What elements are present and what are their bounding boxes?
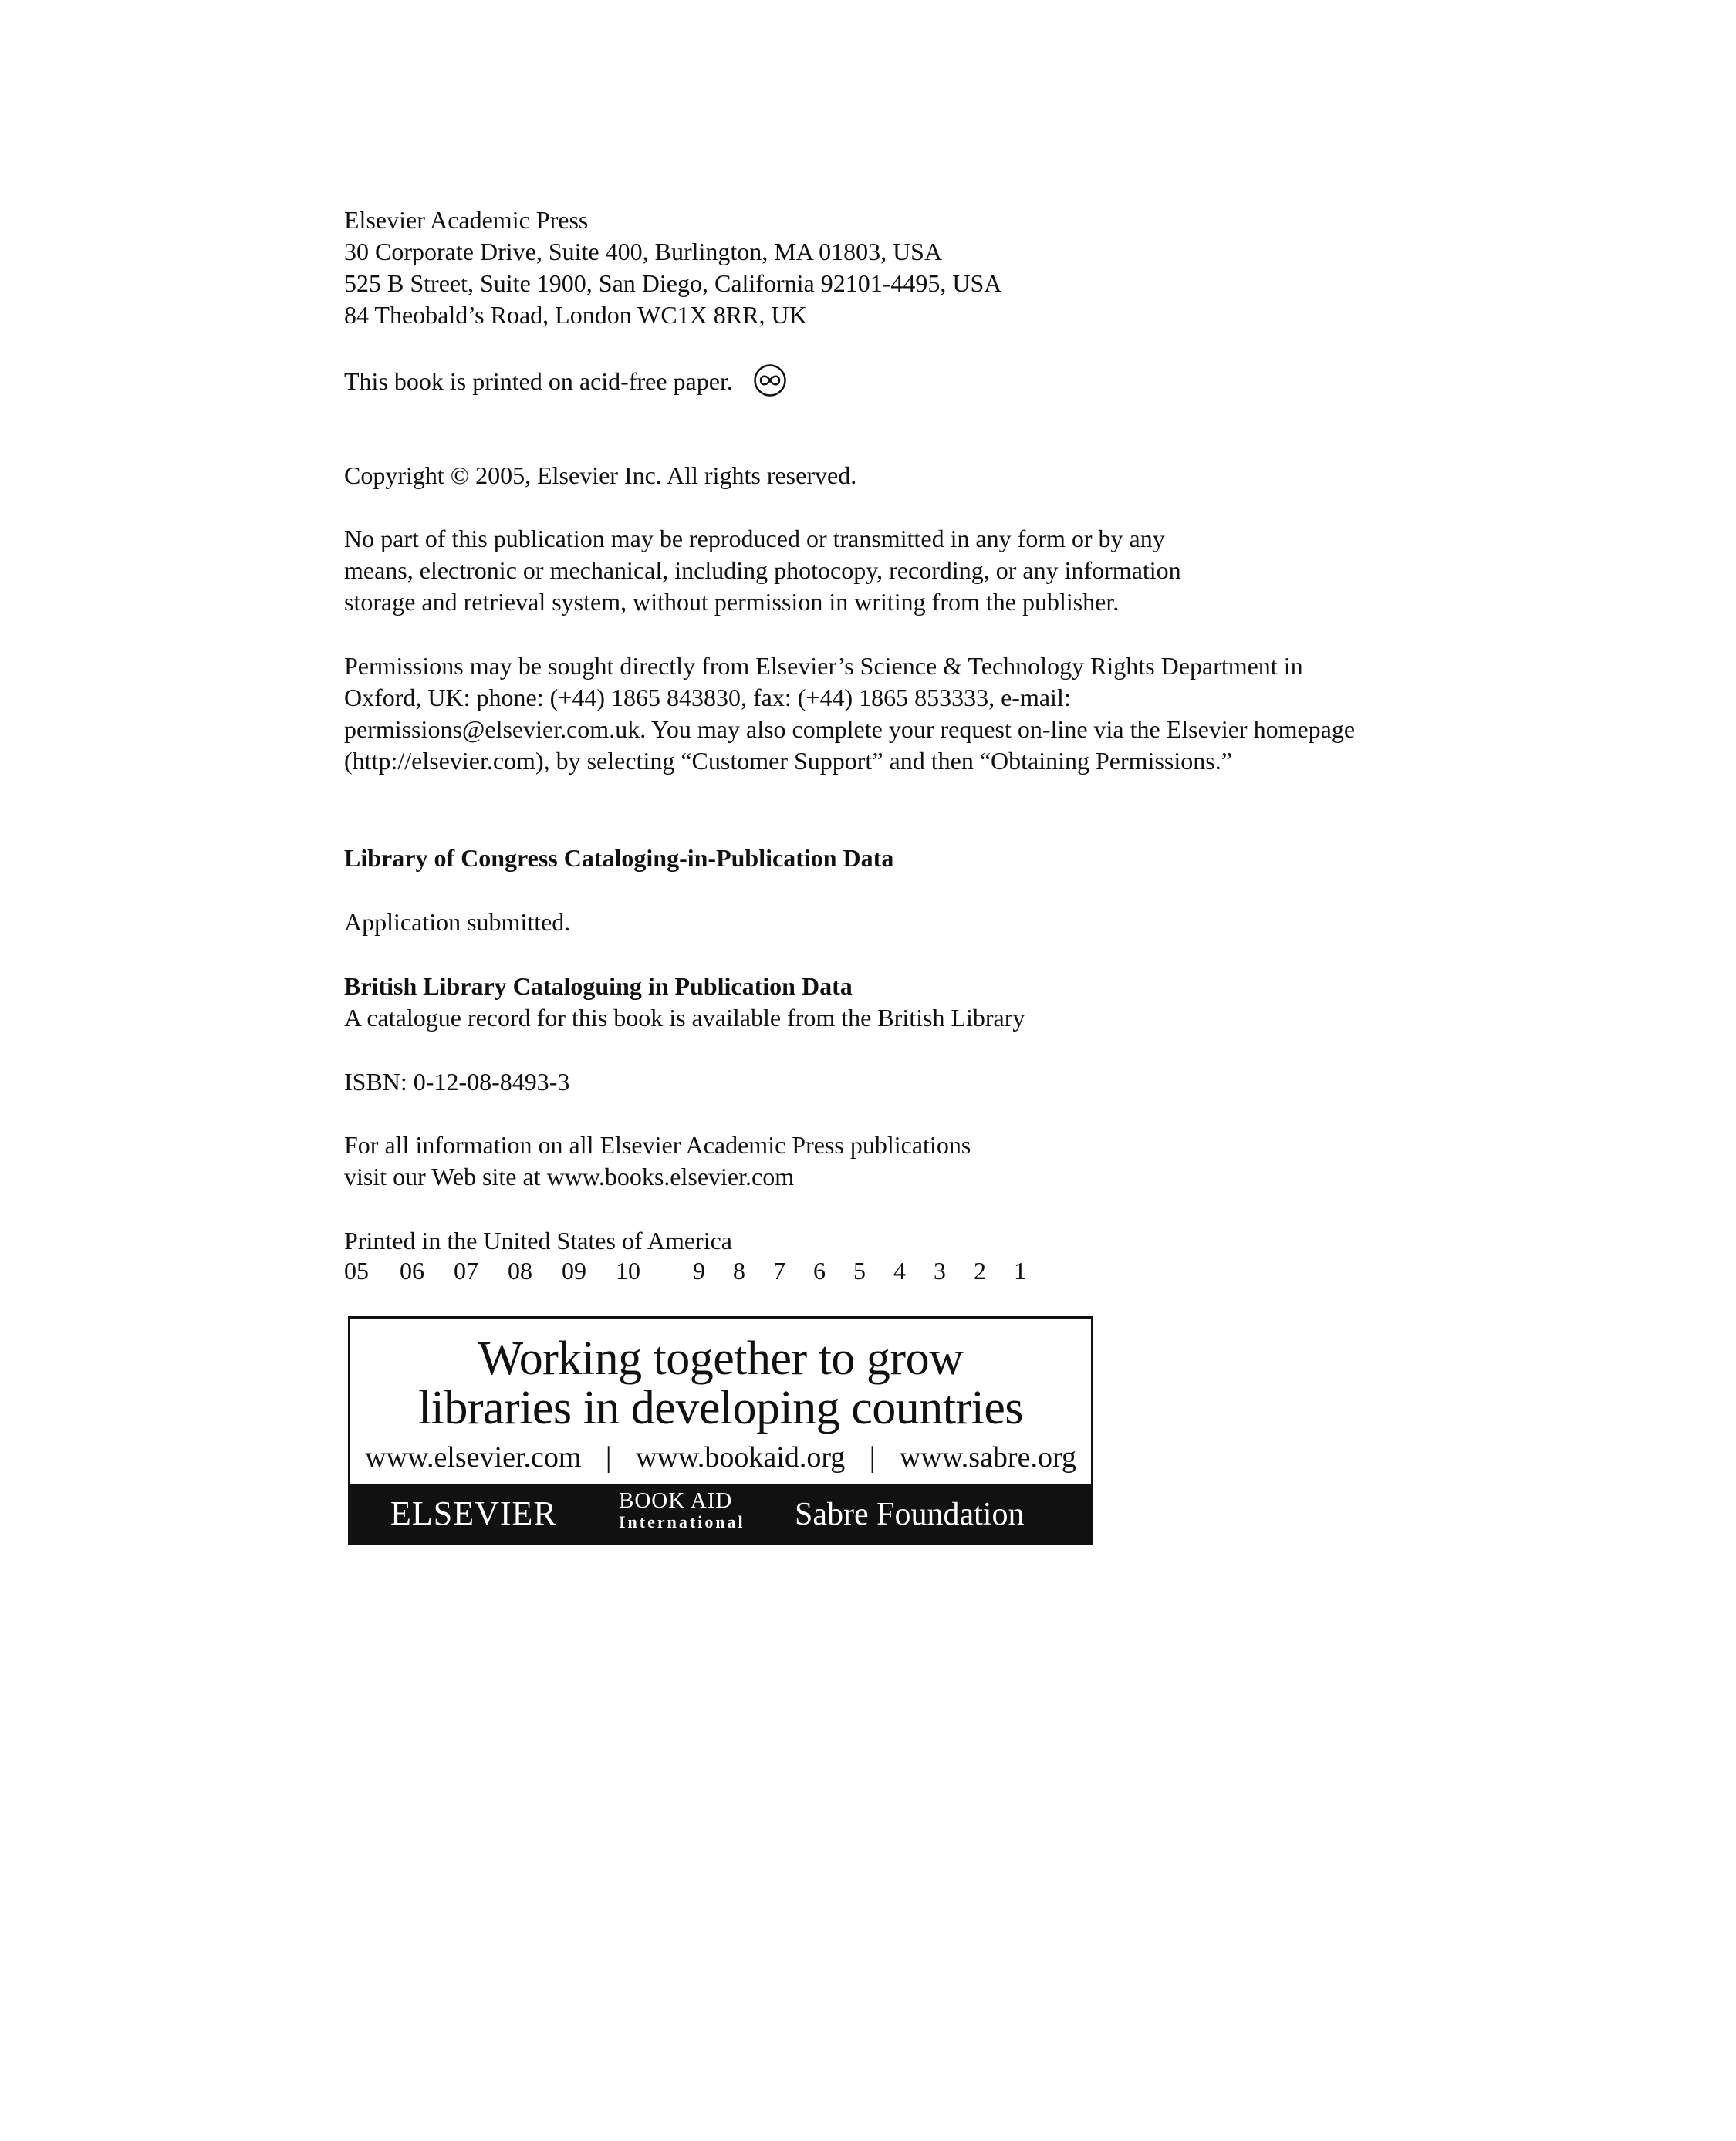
print-number: 3	[934, 1257, 946, 1285]
rights-line: means, electronic or mechanical, including photocopy, recording, or any information	[344, 556, 1181, 584]
printed-in: Printed in the United States of America	[344, 1227, 732, 1255]
print-year: 05	[344, 1257, 369, 1285]
publisher-address-line: 525 B Street, Suite 1900, San Diego, California 92101-4495, USA	[344, 269, 1002, 297]
bookaid-logo	[619, 1489, 745, 1532]
library-partnership-banner	[348, 1316, 1093, 1545]
print-number: 5	[853, 1257, 866, 1285]
info-line: For all information on all Elsevier Academic Press publications	[344, 1131, 971, 1159]
url-link[interactable]: www.sabre.org	[899, 1441, 1076, 1474]
print-number: 9	[693, 1257, 705, 1285]
permissions-line: Oxford, UK: phone: (+44) 1865 843830, fax: (+44) 1865 853333, e-mail:	[344, 684, 1071, 711]
publisher-address-line: 30 Corporate Drive, Suite 400, Burlington, MA 01803, USA	[344, 238, 943, 265]
infinity-circle-icon	[753, 363, 787, 397]
print-number: 2	[974, 1257, 986, 1285]
print-year: 07	[454, 1257, 478, 1285]
print-year: 08	[508, 1257, 532, 1285]
rights-line: storage and retrieval system, without permission in writing from the publisher.	[344, 588, 1120, 616]
print-number: 6	[813, 1257, 826, 1285]
print-number: 8	[733, 1257, 745, 1285]
sabre-foundation-logo: Sabre Foundation	[795, 1497, 1025, 1532]
acid-free-text: This book is printed on acid-free paper.	[344, 367, 733, 395]
print-year: 10	[616, 1257, 640, 1285]
bookaid-logo-bottom: International	[619, 1512, 745, 1531]
elsevier-logo: ELSEVIER	[390, 1494, 557, 1532]
permissions-line: (http://elsevier.com), by selecting “Customer Support” and then “Obtaining Permissions.”	[344, 747, 1232, 775]
rights-line: No part of this publication may be reproduced or transmitted in any form or by any	[344, 525, 1165, 552]
permissions-line: permissions@elsevier.com.uk. You may also complete your request on-line via the Elsevier homepage	[344, 715, 1356, 743]
banner-headline: Working together to grow	[478, 1332, 964, 1385]
british-library-heading: British Library Cataloguing in Publication Data	[344, 972, 853, 1000]
permissions-line: Permissions may be sought directly from Elsevier’s Science & Technology Rights Department in	[344, 652, 1303, 680]
publisher-address-line: 84 Theobald’s Road, London WC1X 8RR, UK	[344, 301, 807, 329]
print-year: 09	[562, 1257, 586, 1285]
url-link[interactable]: www.elsevier.com	[365, 1441, 582, 1474]
url-separator: |	[605, 1441, 612, 1474]
print-year: 06	[400, 1257, 424, 1285]
publisher-name: Elsevier Academic Press	[344, 206, 589, 234]
banner-headline: libraries in developing countries	[417, 1382, 1024, 1434]
copyright-notice: Copyright © 2005, Elsevier Inc. All rights reserved.	[344, 461, 857, 489]
bookaid-logo-top: BOOK AID	[619, 1488, 733, 1513]
acid-free-statement	[344, 363, 787, 397]
loc-heading: Library of Congress Cataloging-in-Publication Data	[344, 844, 894, 872]
banner-urls	[350, 1440, 1091, 1474]
print-number: 1	[1014, 1257, 1026, 1285]
british-library-text: A catalogue record for this book is available from the British Library	[344, 1004, 1025, 1032]
print-number: 4	[893, 1257, 906, 1285]
print-number: 7	[773, 1257, 785, 1285]
url-separator: |	[869, 1441, 876, 1474]
info-line: visit our Web site at www.books.elsevier.com	[344, 1163, 795, 1190]
url-link[interactable]: www.bookaid.org	[636, 1441, 846, 1474]
banner-logo-bar	[350, 1484, 1091, 1542]
isbn: ISBN: 0-12-08-8493-3	[344, 1068, 570, 1096]
loc-text: Application submitted.	[344, 908, 571, 936]
